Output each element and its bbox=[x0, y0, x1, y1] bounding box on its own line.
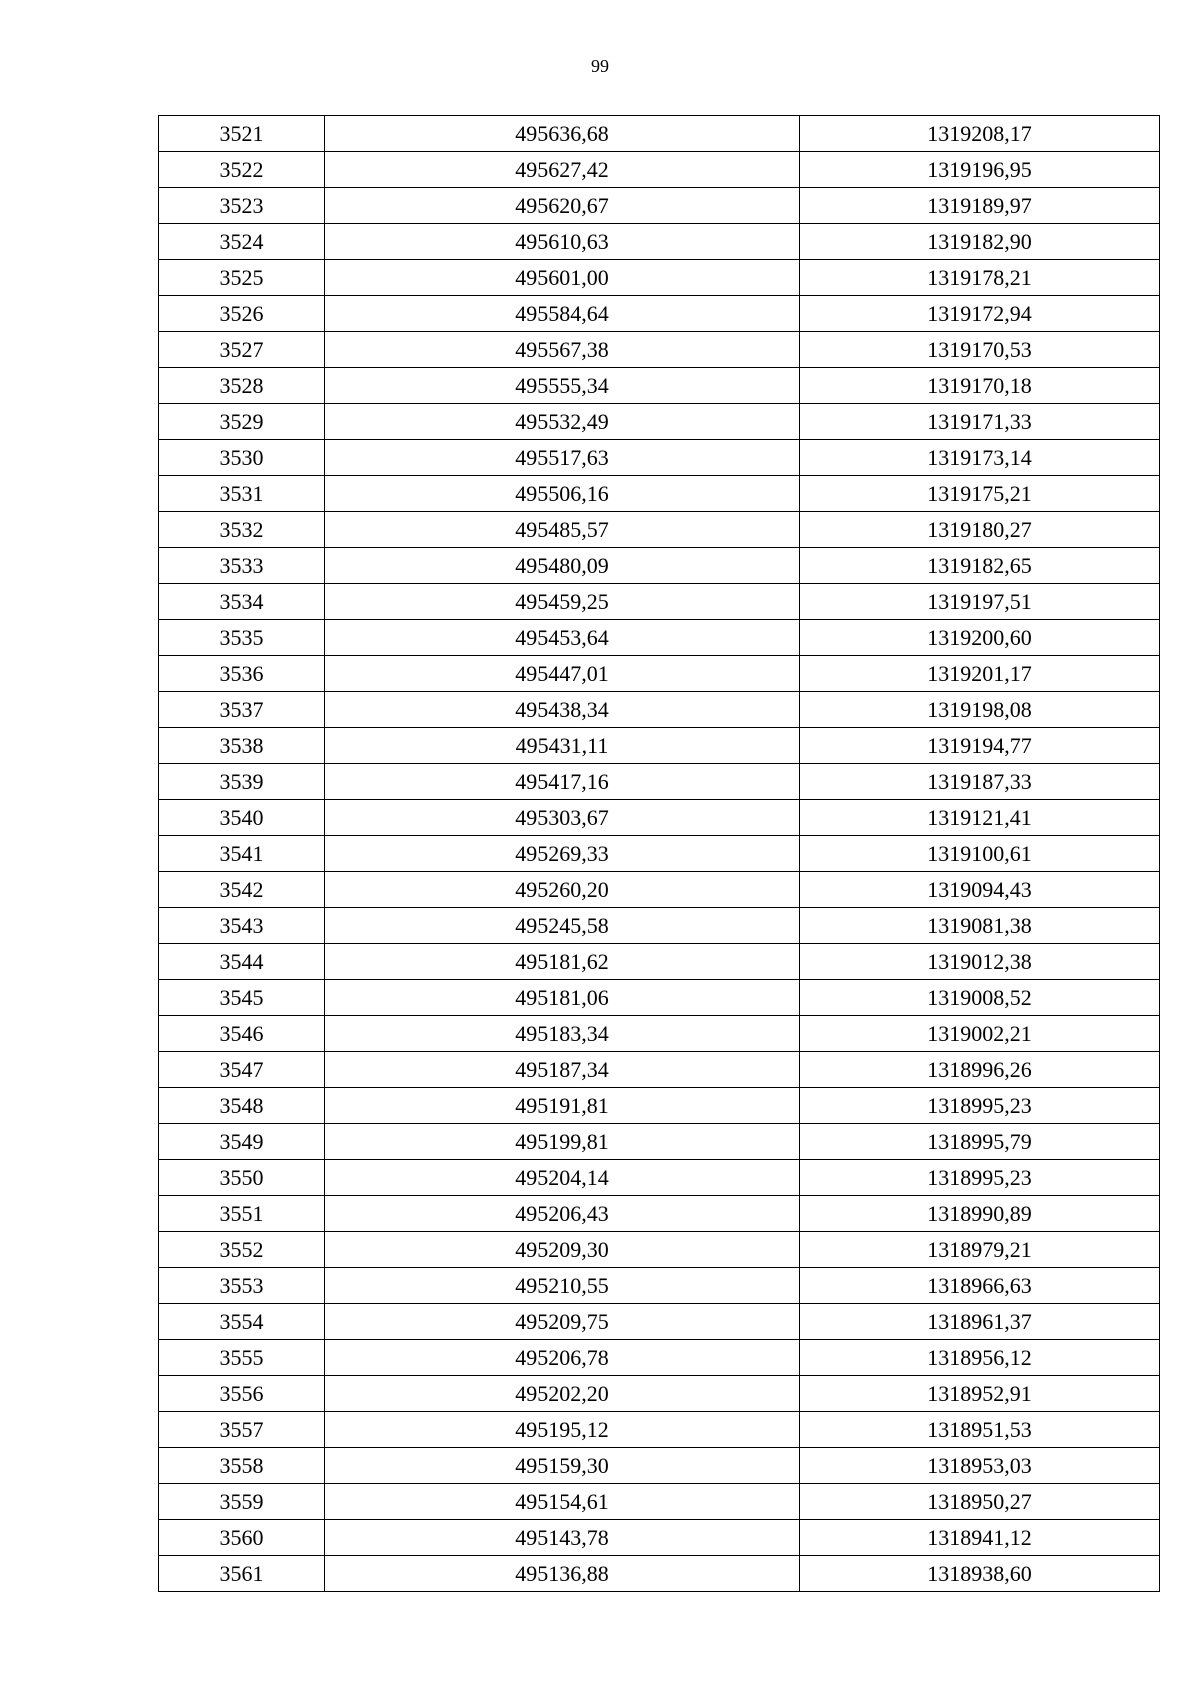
point-number-cell: 3538 bbox=[159, 728, 325, 764]
x-coordinate-cell: 495183,34 bbox=[325, 1016, 800, 1052]
x-coordinate-cell: 495204,14 bbox=[325, 1160, 800, 1196]
table-row bbox=[159, 1088, 1160, 1124]
x-coordinate-cell: 495417,16 bbox=[325, 764, 800, 800]
point-number-cell: 3537 bbox=[159, 692, 325, 728]
y-coordinate-cell: 1319182,90 bbox=[800, 224, 1160, 260]
x-coordinate-cell: 495627,42 bbox=[325, 152, 800, 188]
point-number-cell: 3559 bbox=[159, 1484, 325, 1520]
point-number-cell: 3547 bbox=[159, 1052, 325, 1088]
y-coordinate-cell: 1319012,38 bbox=[800, 944, 1160, 980]
table-row bbox=[159, 224, 1160, 260]
point-number-cell: 3548 bbox=[159, 1088, 325, 1124]
x-coordinate-cell: 495303,67 bbox=[325, 800, 800, 836]
coordinates-table-body bbox=[159, 116, 1160, 1592]
point-number-cell: 3524 bbox=[159, 224, 325, 260]
y-coordinate-cell: 1319081,38 bbox=[800, 908, 1160, 944]
y-coordinate-cell: 1319187,33 bbox=[800, 764, 1160, 800]
point-number-cell: 3549 bbox=[159, 1124, 325, 1160]
x-coordinate-cell: 495191,81 bbox=[325, 1088, 800, 1124]
y-coordinate-cell: 1318950,27 bbox=[800, 1484, 1160, 1520]
point-number-cell: 3528 bbox=[159, 368, 325, 404]
y-coordinate-cell: 1318996,26 bbox=[800, 1052, 1160, 1088]
table-row bbox=[159, 1232, 1160, 1268]
y-coordinate-cell: 1319178,21 bbox=[800, 260, 1160, 296]
table-row bbox=[159, 152, 1160, 188]
x-coordinate-cell: 495447,01 bbox=[325, 656, 800, 692]
point-number-cell: 3555 bbox=[159, 1340, 325, 1376]
x-coordinate-cell: 495480,09 bbox=[325, 548, 800, 584]
point-number-cell: 3560 bbox=[159, 1520, 325, 1556]
x-coordinate-cell: 495181,06 bbox=[325, 980, 800, 1016]
point-number-cell: 3526 bbox=[159, 296, 325, 332]
table-row bbox=[159, 728, 1160, 764]
x-coordinate-cell: 495584,64 bbox=[325, 296, 800, 332]
y-coordinate-cell: 1319194,77 bbox=[800, 728, 1160, 764]
x-coordinate-cell: 495438,34 bbox=[325, 692, 800, 728]
point-number-cell: 3530 bbox=[159, 440, 325, 476]
x-coordinate-cell: 495143,78 bbox=[325, 1520, 800, 1556]
table-row bbox=[159, 1448, 1160, 1484]
x-coordinate-cell: 495532,49 bbox=[325, 404, 800, 440]
x-coordinate-cell: 495199,81 bbox=[325, 1124, 800, 1160]
y-coordinate-cell: 1318951,53 bbox=[800, 1412, 1160, 1448]
y-coordinate-cell: 1319180,27 bbox=[800, 512, 1160, 548]
point-number-cell: 3532 bbox=[159, 512, 325, 548]
table-row bbox=[159, 584, 1160, 620]
table-row bbox=[159, 1304, 1160, 1340]
y-coordinate-cell: 1319182,65 bbox=[800, 548, 1160, 584]
table-row bbox=[159, 188, 1160, 224]
point-number-cell: 3525 bbox=[159, 260, 325, 296]
y-coordinate-cell: 1319198,08 bbox=[800, 692, 1160, 728]
y-coordinate-cell: 1319121,41 bbox=[800, 800, 1160, 836]
point-number-cell: 3534 bbox=[159, 584, 325, 620]
table-row bbox=[159, 1016, 1160, 1052]
y-coordinate-cell: 1319094,43 bbox=[800, 872, 1160, 908]
x-coordinate-cell: 495209,30 bbox=[325, 1232, 800, 1268]
y-coordinate-cell: 1319173,14 bbox=[800, 440, 1160, 476]
y-coordinate-cell: 1318995,23 bbox=[800, 1160, 1160, 1196]
table-row bbox=[159, 836, 1160, 872]
point-number-cell: 3546 bbox=[159, 1016, 325, 1052]
point-number-cell: 3523 bbox=[159, 188, 325, 224]
table-row bbox=[159, 1520, 1160, 1556]
table-row bbox=[159, 800, 1160, 836]
table-row bbox=[159, 1052, 1160, 1088]
table-row bbox=[159, 512, 1160, 548]
point-number-cell: 3527 bbox=[159, 332, 325, 368]
table-row bbox=[159, 908, 1160, 944]
y-coordinate-cell: 1319170,53 bbox=[800, 332, 1160, 368]
point-number-cell: 3557 bbox=[159, 1412, 325, 1448]
table-row bbox=[159, 1484, 1160, 1520]
x-coordinate-cell: 495136,88 bbox=[325, 1556, 800, 1592]
table-row bbox=[159, 1196, 1160, 1232]
y-coordinate-cell: 1319201,17 bbox=[800, 656, 1160, 692]
table-row bbox=[159, 620, 1160, 656]
table-row bbox=[159, 1376, 1160, 1412]
x-coordinate-cell: 495206,78 bbox=[325, 1340, 800, 1376]
table-row bbox=[159, 980, 1160, 1016]
point-number-cell: 3550 bbox=[159, 1160, 325, 1196]
table-row bbox=[159, 1556, 1160, 1592]
x-coordinate-cell: 495506,16 bbox=[325, 476, 800, 512]
x-coordinate-cell: 495517,63 bbox=[325, 440, 800, 476]
y-coordinate-cell: 1318953,03 bbox=[800, 1448, 1160, 1484]
table-row bbox=[159, 1124, 1160, 1160]
table-row bbox=[159, 764, 1160, 800]
table-row bbox=[159, 116, 1160, 152]
point-number-cell: 3535 bbox=[159, 620, 325, 656]
point-number-cell: 3536 bbox=[159, 656, 325, 692]
table-row bbox=[159, 440, 1160, 476]
table-row bbox=[159, 656, 1160, 692]
point-number-cell: 3556 bbox=[159, 1376, 325, 1412]
point-number-cell: 3558 bbox=[159, 1448, 325, 1484]
point-number-cell: 3522 bbox=[159, 152, 325, 188]
table-row bbox=[159, 260, 1160, 296]
table-row bbox=[159, 476, 1160, 512]
y-coordinate-cell: 1319208,17 bbox=[800, 116, 1160, 152]
point-number-cell: 3539 bbox=[159, 764, 325, 800]
x-coordinate-cell: 495555,34 bbox=[325, 368, 800, 404]
x-coordinate-cell: 495206,43 bbox=[325, 1196, 800, 1232]
point-number-cell: 3521 bbox=[159, 116, 325, 152]
x-coordinate-cell: 495453,64 bbox=[325, 620, 800, 656]
x-coordinate-cell: 495601,00 bbox=[325, 260, 800, 296]
y-coordinate-cell: 1319008,52 bbox=[800, 980, 1160, 1016]
y-coordinate-cell: 1319100,61 bbox=[800, 836, 1160, 872]
y-coordinate-cell: 1318995,23 bbox=[800, 1088, 1160, 1124]
table-row bbox=[159, 332, 1160, 368]
table-row bbox=[159, 296, 1160, 332]
x-coordinate-cell: 495159,30 bbox=[325, 1448, 800, 1484]
y-coordinate-cell: 1318952,91 bbox=[800, 1376, 1160, 1412]
y-coordinate-cell: 1319175,21 bbox=[800, 476, 1160, 512]
table-row bbox=[159, 1412, 1160, 1448]
y-coordinate-cell: 1318956,12 bbox=[800, 1340, 1160, 1376]
x-coordinate-cell: 495269,33 bbox=[325, 836, 800, 872]
x-coordinate-cell: 495245,58 bbox=[325, 908, 800, 944]
coordinates-table bbox=[158, 115, 1160, 1592]
point-number-cell: 3544 bbox=[159, 944, 325, 980]
y-coordinate-cell: 1318961,37 bbox=[800, 1304, 1160, 1340]
x-coordinate-cell: 495181,62 bbox=[325, 944, 800, 980]
point-number-cell: 3551 bbox=[159, 1196, 325, 1232]
table-row bbox=[159, 692, 1160, 728]
y-coordinate-cell: 1318979,21 bbox=[800, 1232, 1160, 1268]
table-row bbox=[159, 548, 1160, 584]
y-coordinate-cell: 1318995,79 bbox=[800, 1124, 1160, 1160]
table-row bbox=[159, 872, 1160, 908]
y-coordinate-cell: 1319170,18 bbox=[800, 368, 1160, 404]
table-row bbox=[159, 368, 1160, 404]
y-coordinate-cell: 1319172,94 bbox=[800, 296, 1160, 332]
point-number-cell: 3542 bbox=[159, 872, 325, 908]
point-number-cell: 3552 bbox=[159, 1232, 325, 1268]
point-number-cell: 3533 bbox=[159, 548, 325, 584]
table-row bbox=[159, 1340, 1160, 1376]
point-number-cell: 3529 bbox=[159, 404, 325, 440]
point-number-cell: 3531 bbox=[159, 476, 325, 512]
y-coordinate-cell: 1319200,60 bbox=[800, 620, 1160, 656]
y-coordinate-cell: 1319196,95 bbox=[800, 152, 1160, 188]
x-coordinate-cell: 495485,57 bbox=[325, 512, 800, 548]
y-coordinate-cell: 1318938,60 bbox=[800, 1556, 1160, 1592]
y-coordinate-cell: 1319002,21 bbox=[800, 1016, 1160, 1052]
point-number-cell: 3553 bbox=[159, 1268, 325, 1304]
point-number-cell: 3543 bbox=[159, 908, 325, 944]
y-coordinate-cell: 1318990,89 bbox=[800, 1196, 1160, 1232]
table-row bbox=[159, 944, 1160, 980]
y-coordinate-cell: 1319171,33 bbox=[800, 404, 1160, 440]
x-coordinate-cell: 495567,38 bbox=[325, 332, 800, 368]
x-coordinate-cell: 495260,20 bbox=[325, 872, 800, 908]
y-coordinate-cell: 1319197,51 bbox=[800, 584, 1160, 620]
page-number: 99 bbox=[591, 56, 609, 76]
x-coordinate-cell: 495202,20 bbox=[325, 1376, 800, 1412]
x-coordinate-cell: 495154,61 bbox=[325, 1484, 800, 1520]
x-coordinate-cell: 495459,25 bbox=[325, 584, 800, 620]
x-coordinate-cell: 495620,67 bbox=[325, 188, 800, 224]
table-row bbox=[159, 404, 1160, 440]
x-coordinate-cell: 495195,12 bbox=[325, 1412, 800, 1448]
x-coordinate-cell: 495431,11 bbox=[325, 728, 800, 764]
y-coordinate-cell: 1318966,63 bbox=[800, 1268, 1160, 1304]
x-coordinate-cell: 495210,55 bbox=[325, 1268, 800, 1304]
table-row bbox=[159, 1160, 1160, 1196]
point-number-cell: 3540 bbox=[159, 800, 325, 836]
point-number-cell: 3561 bbox=[159, 1556, 325, 1592]
y-coordinate-cell: 1318941,12 bbox=[800, 1520, 1160, 1556]
point-number-cell: 3554 bbox=[159, 1304, 325, 1340]
x-coordinate-cell: 495636,68 bbox=[325, 116, 800, 152]
x-coordinate-cell: 495209,75 bbox=[325, 1304, 800, 1340]
x-coordinate-cell: 495610,63 bbox=[325, 224, 800, 260]
point-number-cell: 3545 bbox=[159, 980, 325, 1016]
table-row bbox=[159, 1268, 1160, 1304]
point-number-cell: 3541 bbox=[159, 836, 325, 872]
y-coordinate-cell: 1319189,97 bbox=[800, 188, 1160, 224]
x-coordinate-cell: 495187,34 bbox=[325, 1052, 800, 1088]
